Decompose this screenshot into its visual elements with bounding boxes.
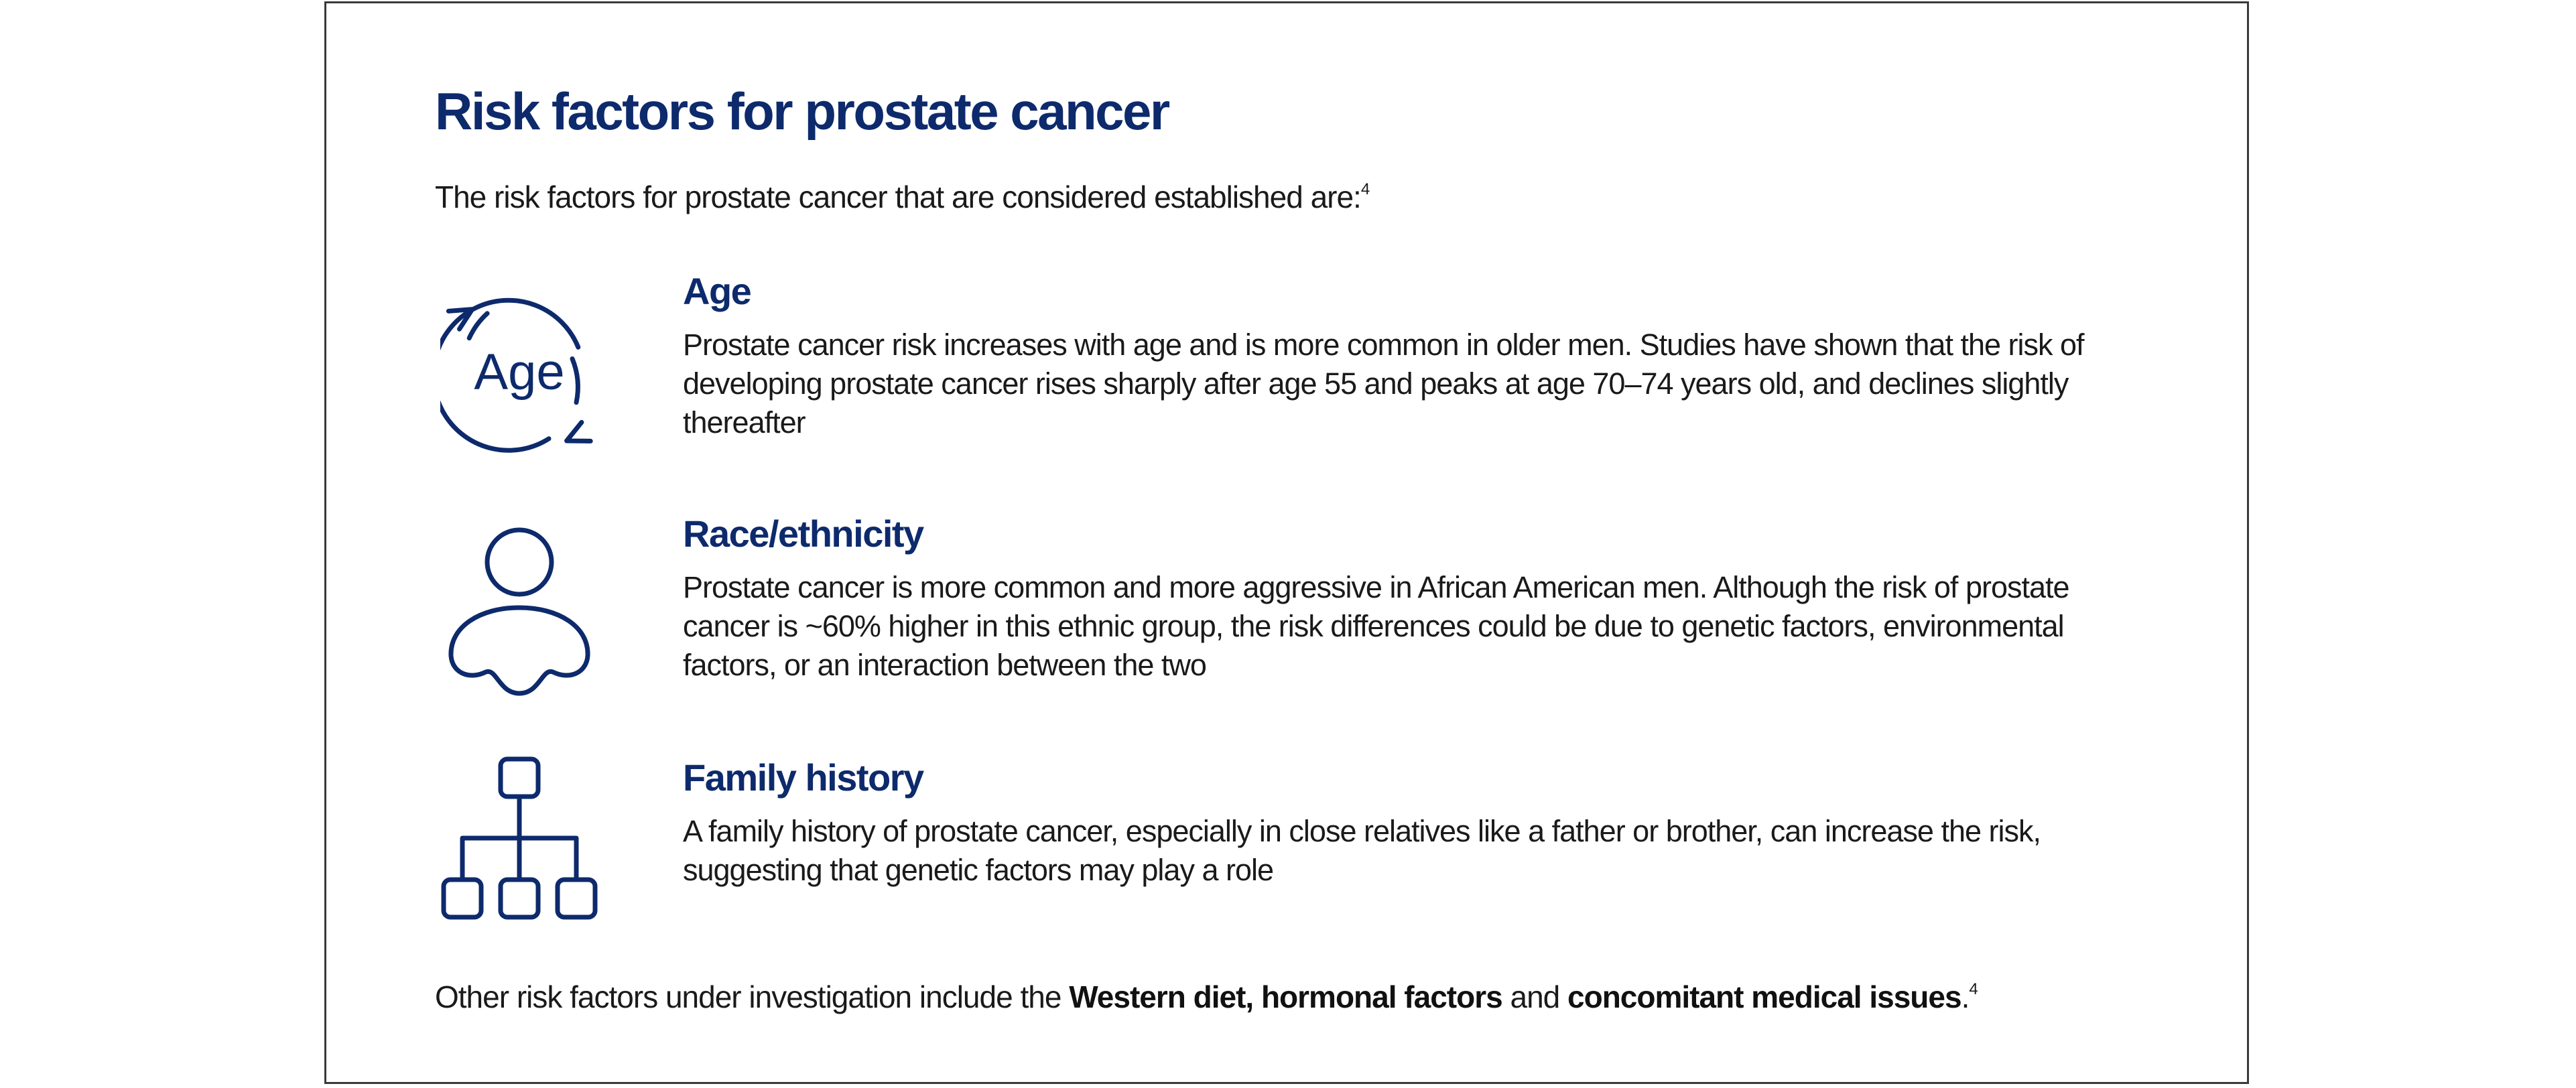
outro-middle: and — [1502, 979, 1568, 1014]
risk-factor-heading: Family history — [683, 756, 923, 799]
outro-prefix: Other risk factors under investigation include the — [435, 979, 1070, 1014]
intro-text — [435, 179, 1369, 215]
risk-factor-race-text — [683, 511, 2130, 685]
reference-superscript: 4 — [1360, 180, 1370, 198]
content-card — [324, 1, 2249, 1084]
risk-factor-family-text — [683, 755, 2130, 890]
age-cycle-icon — [440, 289, 598, 460]
intro-sentence: The risk factors for prostate cancer that are considered established are: — [435, 180, 1361, 214]
family-tree-icon — [440, 755, 598, 927]
outro-emphasis-medical: concomitant medical issues — [1567, 979, 1961, 1014]
outro-suffix: . — [1961, 979, 1970, 1014]
risk-factor-description: Prostate cancer is more common and more aggressive in African American men. Although the risk of prostate cancer is ~60% higher in this ethnic group, the risk differences could be due to genetic factors, environmental factors, or an interaction between the two — [683, 570, 2069, 683]
risk-factor-heading: Race/ethnicity — [683, 513, 923, 555]
person-icon — [440, 525, 598, 696]
page-title: Risk factors for prostate cancer — [435, 82, 1169, 141]
risk-factor-heading: Age — [683, 270, 751, 312]
reference-superscript: 4 — [1969, 980, 1978, 998]
outro-emphasis-diet: Western diet, hormonal factors — [1069, 979, 1502, 1014]
risk-factor-age-text — [683, 269, 2130, 442]
risk-factor-description: Prostate cancer risk increases with age and is more common in older men. Studies have shown that the risk of developing prostate cancer rises sharply after age 55 and peaks at age 70–74 years old, and declines slightly thereafter — [683, 328, 2084, 440]
other-risk-factors-text — [435, 979, 1978, 1015]
risk-factor-description: A family history of prostate cancer, especially in close relatives like a father or brother, can increase the risk, suggesting that genetic factors may play a role — [683, 814, 2041, 888]
age-icon-label: Age — [474, 344, 565, 401]
